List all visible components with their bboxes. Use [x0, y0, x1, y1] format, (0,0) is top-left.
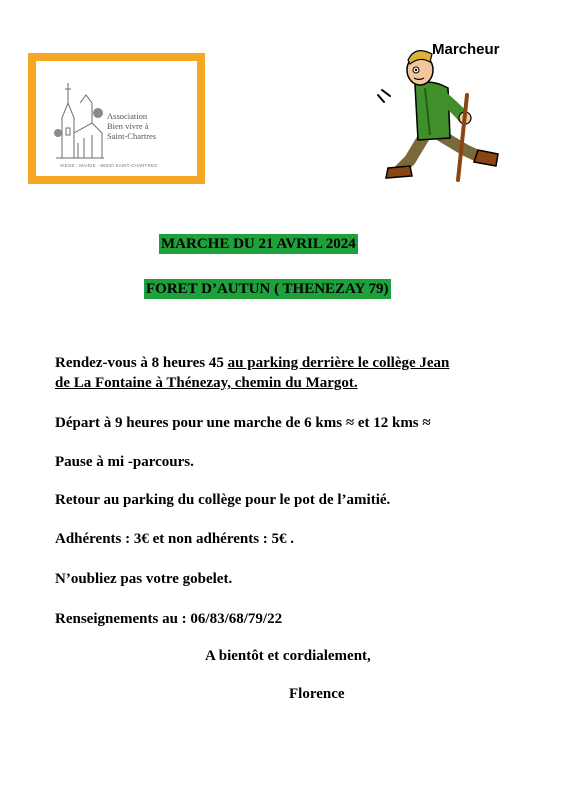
location-title: FORET D’AUTUN ( THENEZAY 79) [146, 281, 389, 297]
reminder-text: N’oubliez pas votre gobelet. [55, 571, 233, 587]
pause-text: Pause à mi -parcours. [55, 454, 194, 470]
logo-text [107, 111, 156, 141]
event-title: MARCHE DU 21 AVRIL 2024 [161, 236, 356, 252]
fees-text: Adhérents : 3€ et non adhérents : 5€ . [55, 531, 295, 547]
meeting-line [55, 353, 449, 373]
logo-caption: SIEGE : MAIRIE - 86330 SAINT-CHARTRES [60, 163, 158, 168]
meeting-place-line1: au parking derrière le collège Jean [227, 355, 450, 371]
return-text: Retour au parking du collège pour le pot de l’amitié. [55, 492, 391, 508]
meeting-place-line2: de La Fontaine à Thénezay, chemin du Margot. [55, 375, 358, 391]
meeting-prefix: Rendez-vous à 8 heures 45 [55, 355, 228, 371]
logo-text-line3: Saint-Chartres [107, 131, 157, 141]
info-text: Renseignements au : 06/83/68/79/22 [55, 611, 283, 627]
walker-illustration [370, 40, 520, 185]
logo-content [52, 73, 182, 169]
logo-text-line2: Bien vivre à [107, 121, 149, 131]
church-icon [52, 73, 107, 165]
signature: Florence [289, 686, 345, 702]
closing-greeting: A bientôt et cordialement, [205, 648, 371, 664]
departure-text: Départ à 9 heures pour une marche de 6 kms ≈ et 12 kms ≈ [55, 415, 431, 431]
association-logo [28, 53, 205, 184]
logo-text-line1: Association [107, 111, 148, 121]
walker-label: Marcheur [432, 41, 500, 58]
